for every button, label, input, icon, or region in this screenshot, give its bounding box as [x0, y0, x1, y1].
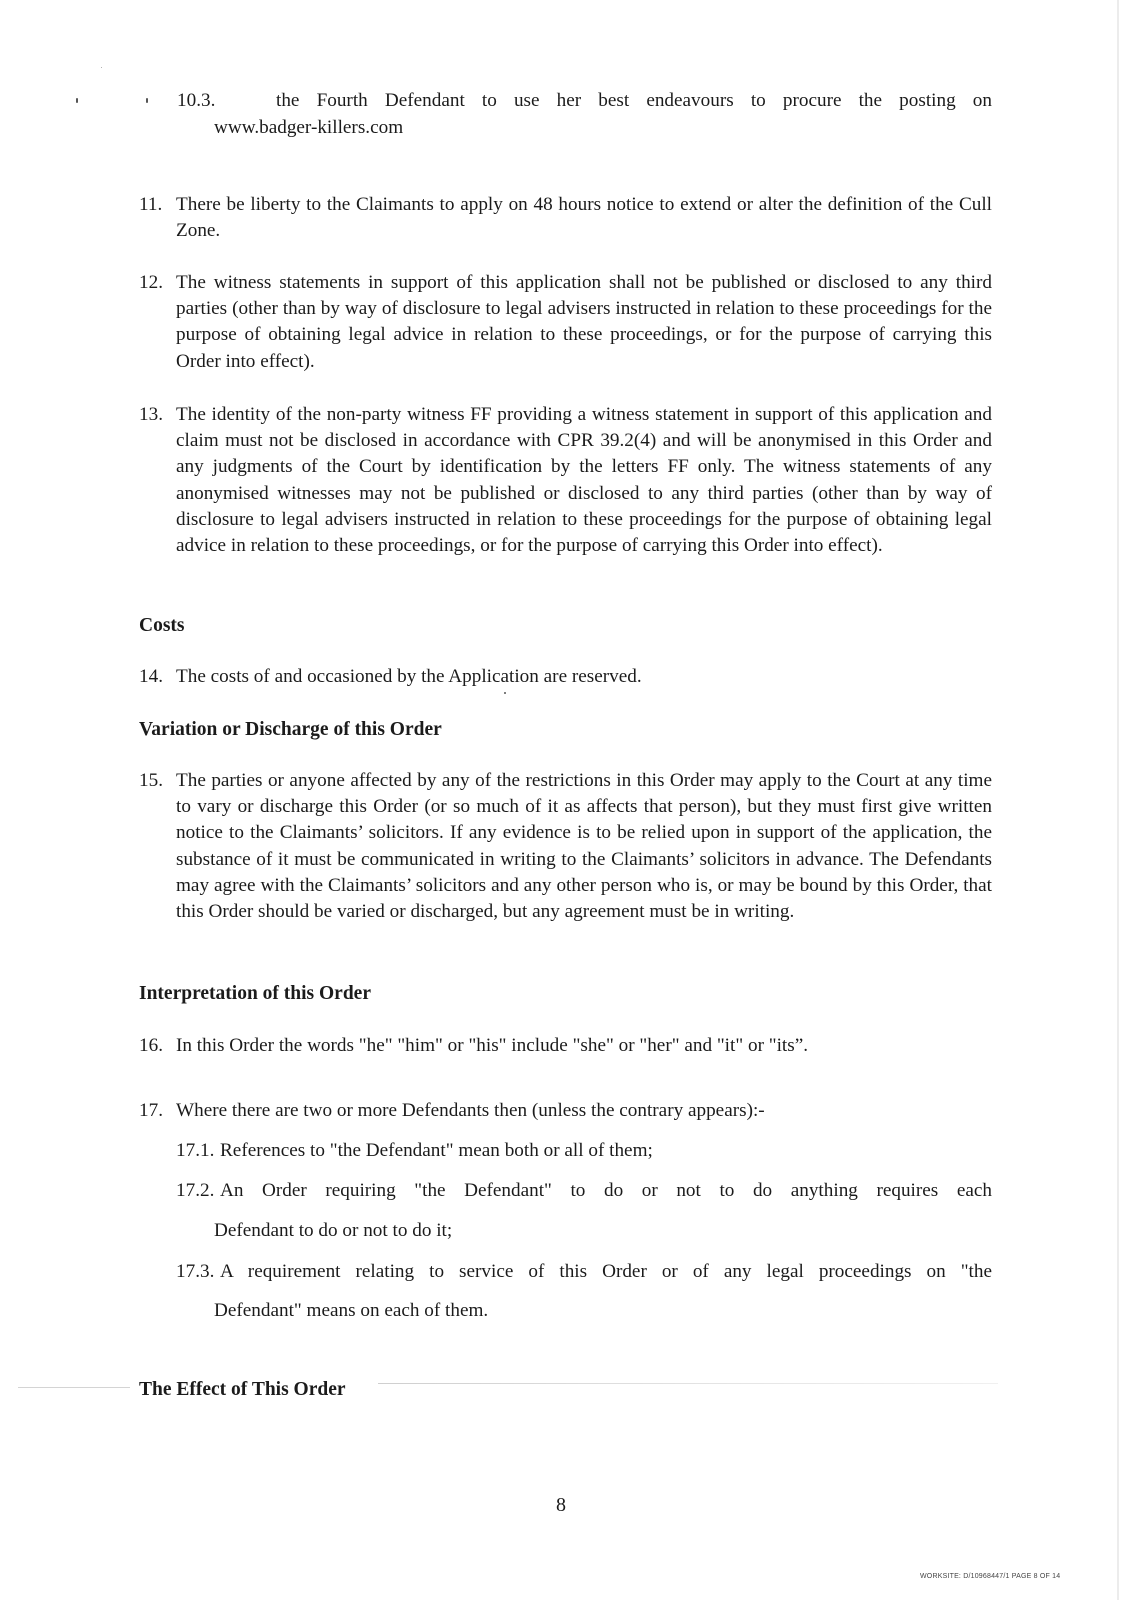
- heading-costs: Costs: [139, 615, 185, 636]
- divider-line: [378, 1383, 998, 1384]
- clause-11-number: 11.: [139, 194, 163, 215]
- divider-line: [18, 1387, 130, 1388]
- clause-15-number: 15.: [139, 770, 163, 791]
- clause-17-3-line2: Defendant" means on each of them.: [214, 1300, 489, 1321]
- clause-17-1-text: References to "the Defendant" mean both or all of them;: [220, 1140, 653, 1161]
- clause-14-number: 14.: [139, 666, 163, 687]
- clause-17-2-line2: Defendant to do or not to do it;: [214, 1220, 453, 1241]
- heading-variation: Variation or Discharge of this Order: [139, 719, 442, 740]
- page-edge: [1117, 0, 1119, 1600]
- scan-mark: [504, 692, 506, 694]
- clause-12-number: 12.: [139, 272, 163, 293]
- clause-17-2-line1: An Order requiring "the Defendant" to do or not to do anything requires each: [220, 1180, 992, 1201]
- clause-16-number: 16.: [139, 1035, 163, 1056]
- scan-mark: [101, 67, 102, 68]
- clause-14-text: The costs of and occasioned by the Application are reserved.: [176, 666, 642, 687]
- heading-effect: The Effect of This Order: [139, 1379, 346, 1400]
- clause-16-text: In this Order the words "he" "him" or "his" include "she" or "her" and "it" or "its”.: [176, 1035, 809, 1056]
- page-number: 8: [556, 1494, 566, 1516]
- clause-10-3-line2: www.badger-killers.com: [214, 117, 404, 138]
- clause-11-text: There be liberty to the Claimants to apply on 48 hours notice to extend or alter the definition of the Cull Zone.: [176, 194, 992, 242]
- scan-mark: [76, 98, 78, 103]
- clause-17-text: Where there are two or more Defendants then (unless the contrary appears):-: [176, 1100, 765, 1121]
- heading-interpretation: Interpretation of this Order: [139, 983, 371, 1004]
- clause-13-text: The identity of the non-party witness FF providing a witness statement in support of this application and claim must not be disclosed in accordance with CPR 39.2(4) and will be anonymised in this Order and any judgments of the Court by identification by the letters FF only. The witness statements of any anonymised witnesses may not be published or disclosed to any third parties (other than by way of disclosure to legal advisers instructed in relation to these proceedings for the purpose of obtaining legal advice in relation to these proceedings, or for the purpose of carrying this Order into effect).: [176, 404, 992, 557]
- scan-mark: [146, 98, 148, 103]
- clause-13-number: 13.: [139, 404, 163, 425]
- clause-17-3-number: 17.3.: [176, 1261, 215, 1282]
- clause-12-text: The witness statements in support of this application shall not be published or disclosed to any third parties (other than by way of disclosure to legal advisers instructed in relation to these proceedings for the purpose of obtaining legal advice in relation to these proceedings, or for the purpose of carrying this Order into effect).: [176, 272, 992, 372]
- clause-15-text: The parties or anyone affected by any of the restrictions in this Order may apply to the Court at any time to vary or discharge this Order (or so much of it as affects that person), but they must first give written notice to the Claimants’ solicitors. If any evidence is to be relied upon in support of the application, the substance of it must be communicated in writing to the Claimants’ solicitors in advance. The Defendants may agree with the Claimants’ solicitors and any other person who is, or may be bound by this Order, that this Order should be varied or discharged, but any agreement must be in writing.: [176, 770, 992, 923]
- clause-17-number: 17.: [139, 1100, 163, 1121]
- clause-17-1-number: 17.1.: [176, 1140, 215, 1161]
- footer-document-reference: WORKSITE: D/10968447/1 PAGE 8 OF 14: [920, 1573, 1061, 1580]
- clause-10-3-line1: the Fourth Defendant to use her best endeavours to procure the posting on: [276, 90, 992, 111]
- clause-17-2-number: 17.2.: [176, 1180, 215, 1201]
- clause-17-3-line1: A requirement relating to service of this Order or of any legal proceedings on "the: [220, 1261, 992, 1282]
- clause-10-3-number: 10.3.: [177, 90, 216, 111]
